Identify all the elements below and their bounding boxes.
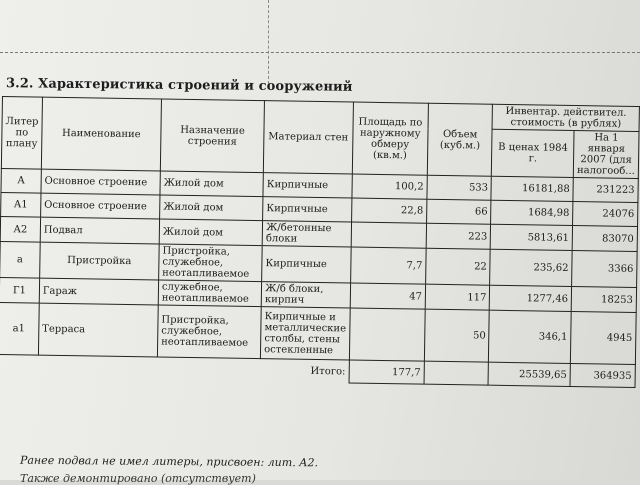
cell-litera: а bbox=[0, 241, 40, 278]
cell-purpose: Жилой дом bbox=[159, 219, 263, 246]
cell-area: 7,7 bbox=[350, 247, 426, 284]
total-cost-2007: 364935 bbox=[570, 363, 635, 387]
cell-cost-1984: 346,1 bbox=[489, 310, 571, 363]
footnote-cut: Также демонтировано (отсутствует) bbox=[20, 472, 256, 485]
section-heading: 3.2. Характеристика строений и сооружений bbox=[5, 76, 353, 95]
cell-area: 22,8 bbox=[351, 198, 427, 223]
cell-litera: А bbox=[1, 168, 41, 193]
footnote: Ранее подвал не имел литеры, присвоен: лит. А2. bbox=[19, 453, 319, 470]
col-purpose: Назначение строения bbox=[160, 99, 264, 173]
cell-cost-2007: 83070 bbox=[572, 225, 637, 251]
cell-name: Основное строение bbox=[40, 193, 159, 219]
cell-volume: 117 bbox=[425, 284, 490, 310]
col-area: Площадь по наружному обмеру (кв.м.) bbox=[352, 102, 428, 175]
col-cost-1984: В ценах 1984 г. bbox=[492, 129, 574, 177]
cell-litera: А1 bbox=[1, 192, 41, 217]
cell-cost-1984: 5813,61 bbox=[491, 224, 573, 250]
cell-name: Пристройка bbox=[40, 242, 160, 280]
col-cost-group: Инвентар. действител. стоимость (в рублях) bbox=[493, 104, 640, 131]
cell-area: 100,2 bbox=[352, 174, 428, 199]
cell-cost-2007: 24076 bbox=[573, 201, 638, 226]
cell-area bbox=[351, 222, 427, 248]
cell-purpose: Жилой дом bbox=[160, 171, 264, 197]
total-volume-empty bbox=[424, 361, 489, 385]
cell-material: Кирпичные bbox=[263, 197, 352, 222]
page-border-dashed bbox=[0, 52, 640, 53]
cell-name: Гараж bbox=[39, 278, 158, 305]
total-cost-1984: 25539,65 bbox=[488, 362, 570, 386]
col-volume: Объем (куб.м.) bbox=[427, 103, 493, 176]
total-area: 177,7 bbox=[349, 360, 425, 384]
cell-name: Терраса bbox=[38, 303, 158, 357]
cell-area bbox=[349, 308, 425, 361]
cell-material: Ж/б блоки, кирпич bbox=[261, 282, 350, 308]
col-litera: Литер по плану bbox=[1, 97, 42, 170]
cell-cost-1984: 16181,88 bbox=[491, 176, 573, 201]
cell-name: Подвал bbox=[40, 217, 159, 244]
cell-litera: а1 bbox=[0, 302, 39, 355]
buildings-table bbox=[0, 96, 640, 388]
buildings-table-wrapper bbox=[0, 96, 640, 388]
cell-purpose: служебное, неотапливаемое bbox=[158, 280, 262, 307]
cell-volume: 223 bbox=[426, 223, 491, 249]
cell-volume: 533 bbox=[427, 175, 492, 200]
page-border-dashed-vertical bbox=[268, 0, 269, 84]
cell-purpose: Пристройка, служебное, неотапливаемое bbox=[157, 305, 261, 359]
cell-cost-1984: 235,62 bbox=[490, 249, 572, 286]
cell-material: Кирпичные bbox=[263, 173, 352, 198]
cell-litera: Г1 bbox=[0, 277, 40, 303]
cell-cost-1984: 1277,46 bbox=[490, 285, 572, 311]
cell-material: Кирпичные bbox=[262, 246, 351, 283]
cell-cost-2007: 4945 bbox=[570, 311, 636, 364]
total-label: Итого: bbox=[310, 365, 346, 378]
cell-purpose: Жилой дом bbox=[160, 195, 264, 221]
cell-litera: А2 bbox=[0, 216, 40, 242]
cell-material: Ж/бетонные блоки bbox=[262, 221, 351, 247]
cell-cost-2007: 18253 bbox=[571, 286, 636, 312]
col-cost-2007: На 1 января 2007 (для налогооб... bbox=[573, 130, 639, 178]
cell-cost-1984: 1684,98 bbox=[491, 200, 573, 225]
cell-cost-2007: 3366 bbox=[572, 250, 637, 287]
cell-volume: 22 bbox=[426, 248, 491, 285]
cell-cost-2007: 231223 bbox=[573, 177, 638, 202]
cell-volume: 50 bbox=[424, 309, 489, 362]
cell-name: Основное строение bbox=[41, 169, 160, 195]
cell-volume: 66 bbox=[427, 199, 492, 224]
cell-purpose: Пристройка, служебное, неотапливаемое bbox=[159, 244, 263, 282]
cell-material: Кирпичные и металлические столбы, стены остекленные bbox=[261, 307, 350, 360]
col-name: Наименование bbox=[41, 97, 161, 171]
col-material: Материал стен bbox=[263, 101, 353, 174]
cell-area: 47 bbox=[350, 283, 426, 309]
